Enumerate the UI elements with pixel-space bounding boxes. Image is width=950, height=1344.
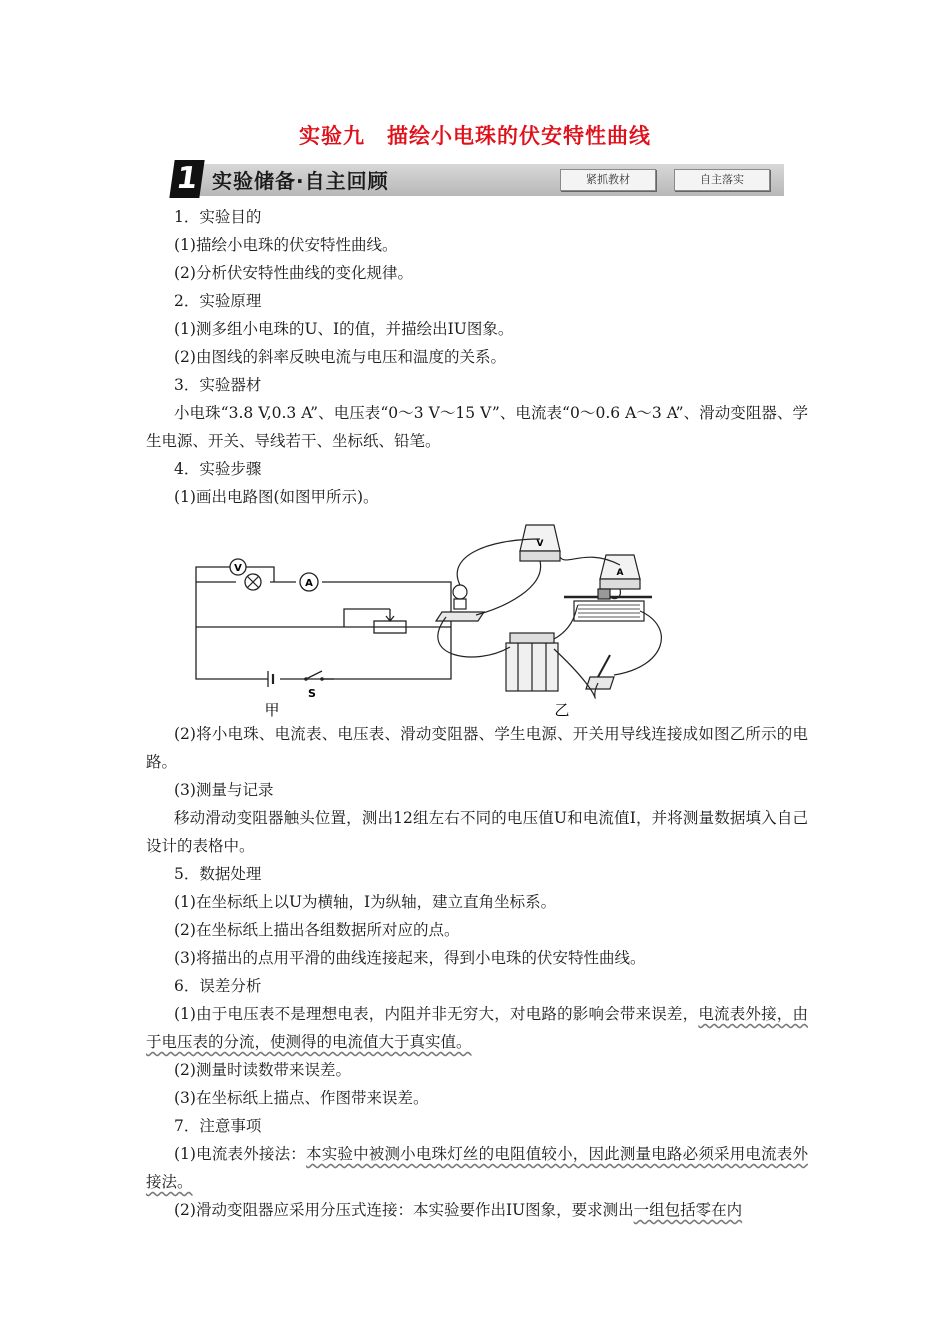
text-line: (2)测量时读数带来误差。	[174, 1061, 351, 1079]
circuit-figure	[146, 517, 808, 720]
underlined-text: 一组包括零在内	[633, 1201, 743, 1219]
heading-notes: 7．注意事项	[174, 1117, 262, 1135]
text-line: (1)描绘小电珠的伏安特性曲线。	[174, 236, 398, 254]
heading-error: 6．误差分析	[174, 977, 262, 995]
text-span: (2)滑动变阻器应采用分压式连接：本实验要作出IU图象，要求测出	[174, 1201, 634, 1219]
voltmeter-symbol: V	[234, 563, 242, 574]
text-line: (1)测多组小电珠的U、I的值，并描绘出IU图象。	[174, 320, 514, 338]
text-line: (3)测量与记录	[174, 781, 274, 799]
section-heading: 实验储备·自主回顾	[212, 169, 389, 193]
text-paragraph	[146, 1140, 808, 1196]
figure-label-yi: 乙	[554, 701, 570, 719]
text-paragraph: 移动滑动变阻器触头位置，测出12组左右不同的电压值U和电流值I，并将测量数据填入自己设计的表格中。	[146, 809, 808, 855]
heading-purpose: 1．实验目的	[174, 208, 262, 226]
text-line: (1)在坐标纸上以U为横轴，I为纵轴，建立直角坐标系。	[174, 893, 557, 911]
text-line: (2)在坐标纸上描出各组数据所对应的点。	[174, 921, 460, 939]
ammeter-symbol: A	[305, 578, 313, 589]
text-paragraph: (2)将小电珠、电流表、电压表、滑动变阻器、学生电源、开关用导线连接成如图乙所示的电路。	[146, 725, 808, 771]
text-line: (2)由图线的斜率反映电流与电压和温度的关系。	[174, 348, 506, 366]
text-span: (1)由于电压表不是理想电表，内阻并非无穷大，对电路的影响会带来误差，	[174, 1005, 699, 1023]
text-line: (2)分析伏安特性曲线的变化规律。	[174, 264, 413, 282]
underlined-text: 电流表外接，由于电压表的分流，使测得的电流值大于真实值。	[146, 1005, 808, 1051]
heading-equipment: 3．实验器材	[174, 376, 262, 394]
text-span: (1)电流表外接法：	[174, 1145, 306, 1163]
figure-label-jia: 甲	[264, 701, 280, 719]
page-title: 实验九 描绘小电珠的伏安特性曲线	[299, 124, 651, 148]
switch-label: S	[308, 687, 316, 700]
heading-principle: 2．实验原理	[174, 292, 262, 310]
document-body	[146, 203, 808, 1224]
text-line: (3)在坐标纸上描点、作图带来误差。	[174, 1089, 429, 1107]
section-number: 1	[169, 160, 204, 198]
text-paragraph	[146, 1196, 808, 1224]
circuit-diagram	[146, 517, 808, 720]
text-paragraph	[146, 1000, 808, 1056]
text-line: (1)画出电路图(如图甲所示)。	[174, 488, 379, 506]
text-paragraph: 小电珠“3.8 V,0.3 A”、电压表“0～3 V～15 V”、电流表“0～0.6 A～3 A”、滑动变阻器、学生电源、开关、导线若干、坐标纸、铅笔。	[146, 404, 808, 450]
heading-data: 5．数据处理	[174, 865, 262, 883]
section-banner	[172, 160, 784, 198]
text-line: (3)将描出的点用平滑的曲线连接起来，得到小电珠的伏安特性曲线。	[174, 949, 646, 967]
voltmeter-face-label: V	[536, 539, 544, 549]
ammeter-face-label: A	[616, 568, 624, 578]
heading-steps: 4．实验步骤	[174, 460, 262, 478]
tag-self-study: 自主落实	[674, 169, 770, 191]
underlined-text: 本实验中被测小电珠灯丝的电阻值较小，因此测量电路必须采用电流表外接法。	[146, 1145, 808, 1191]
tag-textbook: 紧抓教材	[560, 169, 656, 191]
